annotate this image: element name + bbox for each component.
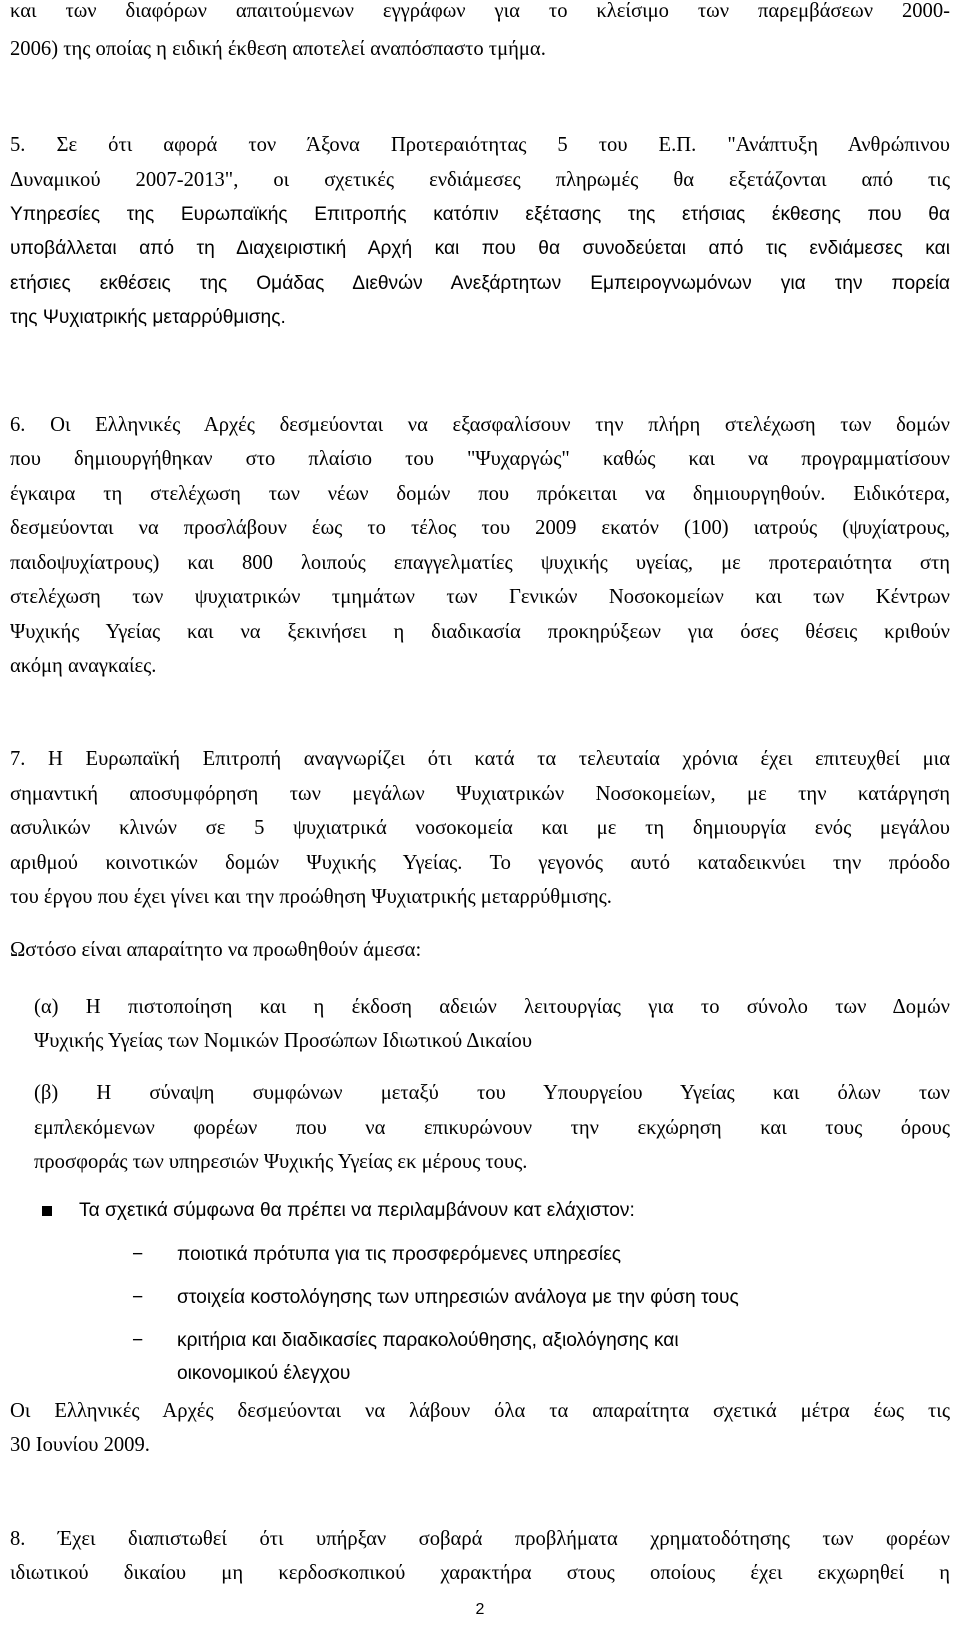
paragraph-7-line: ασυλικών κλινών σε 5 ψυχιατρικά νοσοκομεία και με τη δημιουργία ενός μεγάλου bbox=[10, 817, 950, 839]
paragraph-7-line: 7. Η Ευρωπαϊκή Επιτροπή αναγνωρίζει ότι κατά τα τελευταία χρόνια έχει επιτευχθεί μια bbox=[10, 748, 950, 770]
intro-line: Ωστόσο είναι απαραίτητο να προωθηθούν άμεσα: bbox=[10, 939, 422, 961]
item-b-line: εμπλεκόμενων φορέων που να επικυρώνουν την εκχώρηση και τους όρους bbox=[34, 1117, 950, 1139]
paragraph-7-line: του έργου που έχει γίνει και την προώθηση Ψυχιατρικής μεταρρύθμισης. bbox=[10, 886, 612, 908]
paragraph-5-line: ετήσιες εκθέσεις της Ομάδας Διεθνών Ανεξάρτητων Εμπειρογνωμόνων για την πορεία bbox=[10, 273, 950, 294]
square-bullet-icon bbox=[42, 1206, 52, 1216]
page-number: 2 bbox=[475, 1601, 485, 1618]
item-a-line: Ψυχικής Υγείας των Νομικών Προσώπων Ιδιωτικού Δικαίου bbox=[34, 1030, 533, 1052]
item-a-line: (α) Η πιστοποίηση και η έκδοση αδειών λειτουργίας για το σύνολο των Δομών bbox=[34, 996, 950, 1018]
paragraph-6-line: 6. Οι Ελληνικές Αρχές δεσμεύονται να εξασφαλίσουν την πλήρη στελέχωση των δομών bbox=[10, 414, 950, 436]
dash-bullet-icon: − bbox=[132, 1287, 144, 1308]
list-item: στοιχεία κοστολόγησης των υπηρεσιών ανάλογα με την φύση τους bbox=[177, 1287, 739, 1308]
paragraph-5-line: 5. Σε ότι αφορά τον Άξονα Προτεραιότητας 5 του Ε.Π. "Ανάπτυξη Ανθρώπινου bbox=[10, 134, 950, 156]
paragraph-5-line: της Ψυχιατρικής μεταρρύθμισης. bbox=[10, 307, 286, 328]
text-line: και των διαφόρων απαιτούμενων εγγράφων για το κλείσιμο των παρεμβάσεων 2000- bbox=[10, 0, 950, 22]
paragraph-6-line: Ψυχικής Υγείας και να ξεκινήσει η διαδικασία προκηρύξεων για όσες θέσεις κριθούν bbox=[10, 621, 950, 643]
paragraph-6-line: που δημιουργήθηκαν στο πλαίσιο του "Ψυχαργώς" καθώς και να προγραμματίσουν bbox=[10, 448, 950, 470]
bullet-text: Τα σχετικά σύμφωνα θα πρέπει να περιλαμβάνουν κατ ελάχιστον: bbox=[79, 1200, 635, 1221]
paragraph-8-line: ιδιωτικού δικαίου μη κερδοσκοπικού χαρακτήρα στους οποίους έχει εκχωρηθεί η bbox=[10, 1562, 950, 1584]
list-item: κριτήρια και διαδικασίες παρακολούθησης, αξιολόγησης και bbox=[177, 1330, 679, 1351]
paragraph-6-line: δεσμεύονται να προσλάβουν έως το τέλος του 2009 εκατόν (100) ιατρούς (ψυχίατρους, bbox=[10, 517, 950, 539]
paragraph-6-line: παιδοψυχίατρους) και 800 λοιπούς επαγγελματίες ψυχικής υγείας, με προτεραιότητα στη bbox=[10, 552, 950, 574]
commitment-line: Οι Ελληνικές Αρχές δεσμεύονται να λάβουν όλα τα απαραίτητα σχετικά μέτρα έως τις bbox=[10, 1400, 950, 1422]
dash-bullet-icon: − bbox=[132, 1244, 144, 1265]
list-item: ποιοτικά πρότυπα για τις προσφερόμενες υπηρεσίες bbox=[177, 1244, 622, 1265]
text-line: 2006) της οποίας η ειδική έκθεση αποτελεί αναπόσπαστο τμήμα. bbox=[10, 38, 546, 60]
list-item-continuation: οικονομικού έλεγχου bbox=[177, 1363, 351, 1384]
paragraph-6-line: στελέχωση των ψυχιατρικών τμημάτων των Γενικών Νοσοκομείων και των Κέντρων bbox=[10, 586, 950, 608]
dash-bullet-icon: − bbox=[132, 1330, 144, 1351]
paragraph-6-line: έγκαιρα τη στελέχωση των νέων δομών που πρόκειται να δημιουργηθούν. Ειδικότερα, bbox=[10, 483, 950, 505]
paragraph-5-line: Υπηρεσίες της Ευρωπαϊκής Επιτροπής κατόπιν εξέτασης της ετήσιας έκθεσης που θα bbox=[10, 204, 950, 225]
paragraph-8-line: 8. Έχει διαπιστωθεί ότι υπήρξαν σοβαρά προβλήματα χρηματοδότησης των φορέων bbox=[10, 1528, 950, 1550]
commitment-line: 30 Ιουνίου 2009. bbox=[10, 1434, 150, 1456]
paragraph-6-line: ακόμη αναγκαίες. bbox=[10, 655, 157, 677]
paragraph-5-line: Δυναμικού 2007-2013", οι σχετικές ενδιάμεσες πληρωμές θα εξετάζονται από τις bbox=[10, 169, 950, 191]
paragraph-7-line: αριθμού κοινοτικών δομών Ψυχικής Υγείας. Το γεγονός αυτό καταδεικνύει την πρόοδο bbox=[10, 852, 950, 874]
item-b-line: προσφοράς των υπηρεσιών Ψυχικής Υγείας εκ μέρους τους. bbox=[34, 1151, 528, 1173]
paragraph-7-line: σημαντική αποσυμφόρηση των μεγάλων Ψυχιατρικών Νοσοκομείων, με την κατάργηση bbox=[10, 783, 950, 805]
paragraph-5-line: υποβάλλεται από τη Διαχειριστική Αρχή και που θα συνοδεύεται από τις ενδιάμεσες και bbox=[10, 238, 950, 259]
item-b-line: (β) Η σύναψη συμφώνων μεταξύ του Υπουργείου Υγείας και όλων των bbox=[34, 1082, 950, 1104]
